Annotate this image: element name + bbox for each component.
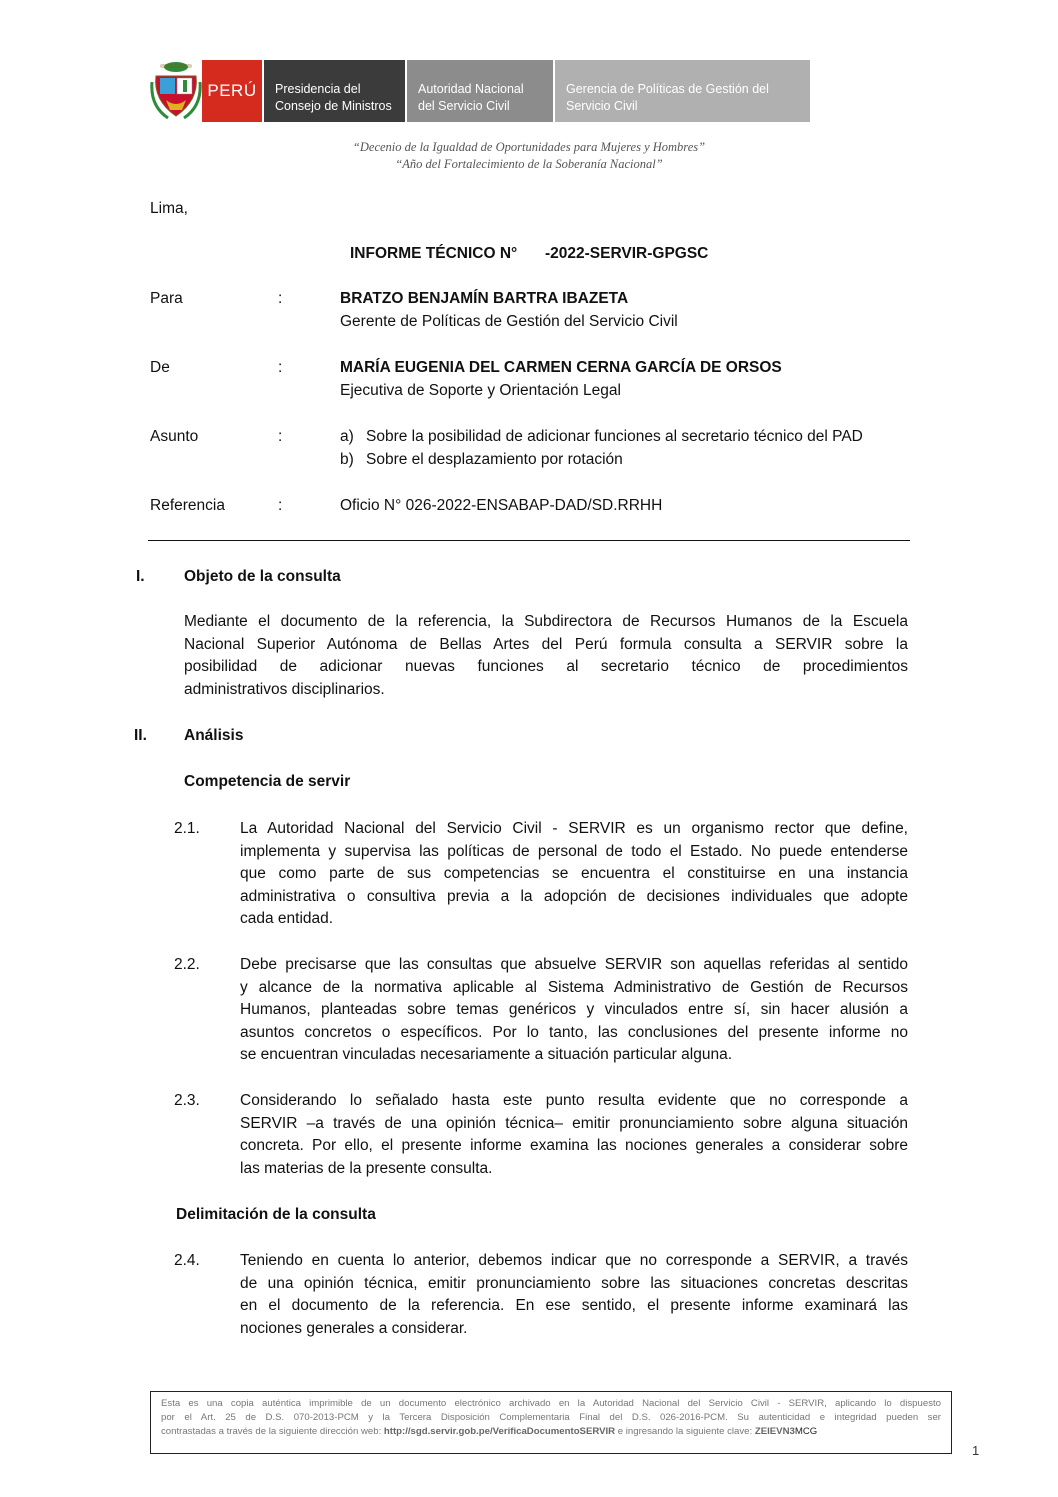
text-line: en el documento de la referencia. En ese sentido, el presente informe examinará las — [240, 1297, 908, 1314]
text-line: nociones generales a considerar. — [240, 1319, 468, 1337]
text-line: que como parte de sus competencias se encuentra el constituirse en una instancia — [240, 865, 908, 882]
institution-header — [150, 60, 810, 122]
text-line: administrativos disciplinarios. — [184, 680, 385, 698]
section1-paragraph — [184, 611, 908, 701]
informe-number: -2022-SERVIR-GPGSC — [545, 245, 709, 262]
de-role: Ejecutiva de Soporte y Orientación Legal — [340, 382, 621, 399]
decenio-line1: “Decenio de la Igualdad de Oportunidades para Mujeres y Hombres” — [352, 140, 706, 154]
footer-line3-mid: e ingresando la siguiente clave: — [615, 1426, 755, 1437]
footer-line3 — [161, 1425, 941, 1439]
de-name: MARÍA EUGENIA DEL CARMEN CERNA GARCÍA DE ORSOS — [340, 359, 782, 376]
peru-label: PERÚ — [202, 60, 262, 122]
subheading-delimitacion: Delimitación de la consulta — [176, 1206, 376, 1223]
header-divider — [148, 540, 910, 541]
presidencia-line2: Consejo de Ministros — [275, 99, 392, 113]
paragraph-2-3 — [240, 1090, 908, 1180]
verification-key-suffix: MCG — [794, 1426, 818, 1437]
page-number: 1 — [972, 1443, 980, 1458]
text-line: SERVIR –a través de una opinión técnica– emitir pronunciamiento sobre alguna situación — [240, 1114, 908, 1132]
de-colon: : — [278, 359, 283, 376]
servir-line2: del Servicio Civil — [418, 99, 510, 113]
gerencia-line2: Servicio Civil — [566, 99, 638, 113]
text-line: de una opinión técnica, emitir pronunciamiento sobre las situaciones concretas descritas — [240, 1274, 908, 1292]
section2-title: Análisis — [184, 727, 244, 744]
text-line: y alcance de la normativa aplicable al Sistema Administrativo de Gestión de Recursos — [240, 978, 908, 996]
paragraph-2-1 — [240, 818, 908, 931]
text-line: Humanos, planteadas sobre temas genéricos y vinculados entre sí, sin hacer alusión a — [240, 1001, 908, 1018]
decenio-line2: “Año del Fortalecimiento de la Soberanía Nacional” — [395, 157, 663, 171]
section1-title: Objeto de la consulta — [184, 568, 341, 585]
presidencia-line1: Presidencia del — [275, 82, 361, 96]
subheading-competencia: Competencia de servir — [184, 773, 351, 790]
text-line: administrativa o consultiva previa a la adopción de decisiones individuales que adopte — [240, 887, 908, 905]
asunto-label: Asunto — [150, 428, 199, 445]
text-line: La Autoridad Nacional del Servicio Civil - SERVIR es un organismo rector que define, — [240, 820, 908, 837]
presidencia-box — [262, 60, 405, 122]
referencia-label: Referencia — [150, 497, 225, 514]
peru-coat-of-arms-icon — [150, 60, 202, 122]
asunto-b-marker: b) — [340, 451, 354, 468]
asunto-a-text: Sobre la posibilidad de adicionar funciones al secretario técnico del PAD — [366, 428, 863, 445]
paragraph-2-4-number: 2.4. — [174, 1252, 200, 1269]
text-line: Debe precisarse que las consultas que absuelve SERVIR son aquellas referidas al sentido — [240, 956, 908, 973]
para-label: Para — [150, 290, 183, 307]
paragraph-2-2 — [240, 954, 908, 1067]
informe-title: INFORME TÉCNICO N° — [350, 245, 518, 262]
footer-line2: por el Art. 25 de D.S. 070-2013-PCM y la Tercera Disposición Complementaria Final del D.S. 026-2016-PCM. Su autenticidad e integridad pueden ser — [161, 1412, 941, 1423]
authenticity-footer — [150, 1391, 952, 1454]
para-role: Gerente de Políticas de Gestión del Servicio Civil — [340, 313, 678, 330]
asunto-colon: : — [278, 428, 283, 445]
text-line: posibilidad de adicionar nuevas funciones al secretario técnico de procedimientos — [184, 658, 908, 675]
paragraph-2-1-number: 2.1. — [174, 820, 200, 837]
text-line: Teniendo en cuenta lo anterior, debemos indicar que no corresponde a SERVIR, a través — [240, 1252, 908, 1269]
section2-number: II. — [134, 727, 147, 744]
para-colon: : — [278, 290, 283, 307]
gerencia-box — [555, 60, 810, 122]
servir-line1: Autoridad Nacional — [418, 82, 524, 96]
text-line: se encuentran vinculadas necesariamente a situación particular alguna. — [240, 1046, 732, 1063]
para-name: BRATZO BENJAMÍN BARTRA IBAZETA — [340, 290, 629, 307]
referencia-value: Oficio N° 026-2022-ENSABAP-DAD/SD.RRHH — [340, 497, 663, 514]
text-line: concreta. Por ello, el presente informe examina las nociones generales a considerar sobre — [240, 1137, 908, 1154]
decenio-heading — [0, 139, 1058, 173]
text-line: Considerando lo señalado hasta este punto resulta evidente que no corresponde a — [240, 1092, 908, 1109]
text-line: Nacional Superior Autónoma de Bellas Artes del Perú formula consulta a SERVIR sobre la — [184, 635, 908, 653]
de-label: De — [150, 359, 170, 376]
asunto-b-text: Sobre el desplazamiento por rotación — [366, 451, 623, 468]
paragraph-2-3-number: 2.3. — [174, 1092, 200, 1109]
text-line: cada entidad. — [240, 910, 334, 927]
text-line: asuntos concretos o específicos. Por lo tanto, las conclusiones del presente informe no — [240, 1023, 908, 1041]
text-line: las materias de la presente consulta. — [240, 1159, 493, 1177]
footer-line3-prefix: contrastadas a través de la siguiente dirección web: — [161, 1426, 384, 1437]
section1-number: I. — [136, 568, 145, 585]
verification-url-link[interactable]: http://sgd.servir.gob.pe/VerificaDocumentoSERVIR — [383, 1426, 616, 1437]
verification-key: ZEIEVN3 — [754, 1426, 795, 1437]
servir-box — [407, 60, 553, 122]
text-line: Mediante el documento de la referencia, la Subdirectora de Recursos Humanos de la Escuela — [184, 613, 908, 630]
asunto-a-marker: a) — [340, 428, 354, 445]
referencia-colon: : — [278, 497, 283, 514]
place-date: Lima, — [150, 200, 188, 217]
text-line: implementa y supervisa las políticas de personal de todo el Estado. No puede entenderse — [240, 842, 908, 860]
paragraph-2-2-number: 2.2. — [174, 956, 200, 973]
footer-line1: Esta es una copia auténtica imprimible de un documento electrónico archivado en la Autoridad Nacional del Servicio Civil - SERVIR, aplicando lo dispuesto — [161, 1398, 941, 1409]
paragraph-2-4 — [240, 1250, 908, 1340]
gerencia-line1: Gerencia de Políticas de Gestión del — [566, 82, 769, 96]
